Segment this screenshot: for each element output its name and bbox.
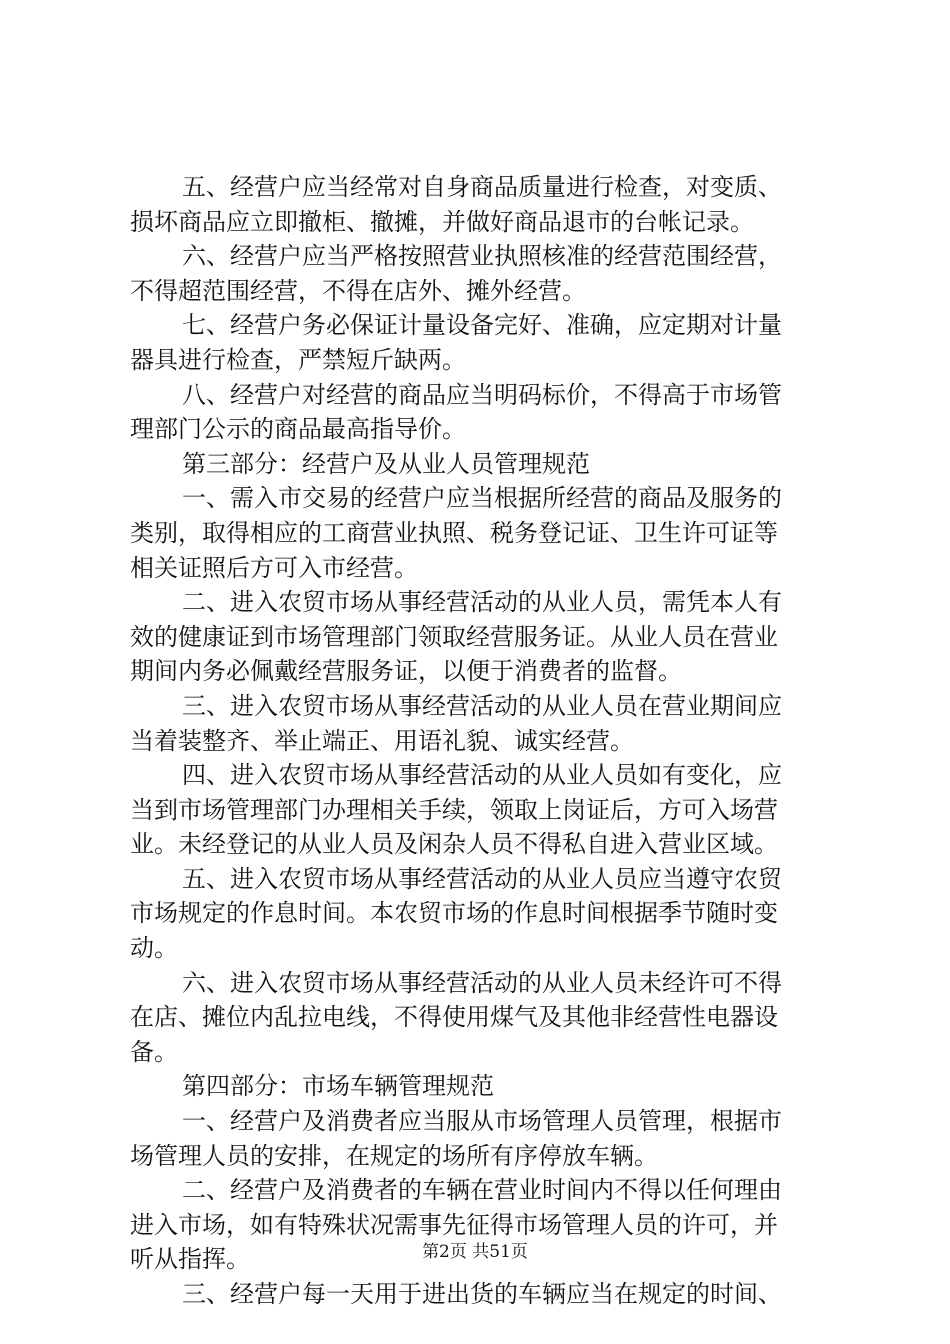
text-line: 场管理人员的安排，在规定的场所有序停放车辆。 [130,1141,658,1170]
text-line: 动。 [130,934,178,963]
text-line: 备。 [130,1037,178,1066]
text-line: 期间内务必佩戴经营服务证，以便于消费者的监督。 [130,657,682,686]
document-body [130,170,830,1312]
text-line: 损坏商品应立即撤柜、撤摊，并做好商品退市的台帐记录。 [130,207,754,236]
text-line: 业。未经登记的从业人员及闲杂人员不得私自进入营业区域。 [130,830,778,859]
text-line: 四、进入农贸市场从事经营活动的从业人员如有变化，应 [182,761,782,790]
text-line: 二、经营户及消费者的车辆在营业时间内不得以任何理由 [182,1176,782,1205]
text-line: 理部门公示的商品最高指导价。 [130,415,466,444]
text-line: 听从指挥。 [130,1245,250,1274]
text-line: 一、需入市交易的经营户应当根据所经营的商品及服务的 [182,484,782,513]
text-line: 一、经营户及消费者应当服从市场管理人员管理，根据市 [182,1107,782,1136]
text-line: 第三部分：经营户及从业人员管理规范 [182,449,590,478]
text-line: 当到市场管理部门办理相关手续，领取上岗证后，方可入场营 [130,795,778,824]
text-line: 五、进入农贸市场从事经营活动的从业人员应当遵守农贸 [182,864,782,893]
text-line: 三、经营户每一天用于进出货的车辆应当在规定的时间、 [182,1280,782,1308]
text-line: 不得超范围经营，不得在店外、摊外经营。 [130,276,586,305]
text-line: 类别，取得相应的工商营业执照、税务登记证、卫生许可证等 [130,518,778,547]
text-line: 在店、摊位内乱拉电线，不得使用煤气及其他非经营性电器设 [130,1003,778,1032]
text-line: 相关证照后方可入市经营。 [130,553,418,582]
text-line: 器具进行检查，严禁短斤缺两。 [130,345,466,374]
text-line: 五、经营户应当经常对自身商品质量进行检查，对变质、 [182,173,782,201]
page-footer: 第2页 共51页 [422,1242,528,1262]
text-line: 六、进入农贸市场从事经营活动的从业人员未经许可不得 [182,968,782,997]
text-line: 市场规定的作息时间。本农贸市场的作息时间根据季节随时变 [130,899,778,928]
text-line: 六、经营户应当严格按照营业执照核准的经营范围经营， [182,242,782,271]
text-line: 八、经营户对经营的商品应当明码标价，不得高于市场管 [182,380,782,409]
text-line: 二、进入农贸市场从事经营活动的从业人员，需凭本人有 [182,588,782,617]
text-line: 当着装整齐、举止端正、用语礼貌、诚实经营。 [130,726,634,755]
text-line: 进入市场，如有特殊状况需事先征得市场管理人员的许可，并 [130,1210,778,1239]
text-line: 三、进入农贸市场从事经营活动的从业人员在营业期间应 [182,691,782,720]
text-line: 效的健康证到市场管理部门领取经营服务证。从业人员在营业 [130,622,778,651]
text-line: 七、经营户务必保证计量设备完好、准确，应定期对计量 [182,311,782,340]
text-line: 第四部分：市场车辆管理规范 [182,1072,494,1101]
